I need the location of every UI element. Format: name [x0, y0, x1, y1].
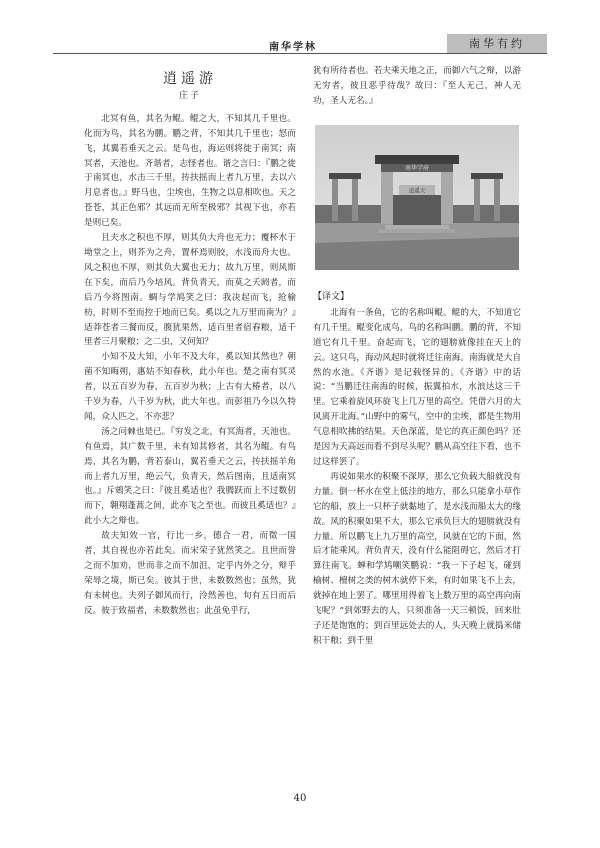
magazine-name: 南华学林 [269, 42, 317, 53]
page-number: 40 [293, 793, 307, 804]
original-paragraph: 小知不及大知，小年不及大年，奚以知其然也？朝菌不知晦朔，惠姑不知春秋，此小年也。楚之南有冥灵者，以五百岁为春，五百岁为秋；上古有大椿者，以八千岁为春，八千岁为秋，此大年也。而彭祖乃今以久特闻，众人匹之，不亦悲？ [84, 352, 296, 422]
original-paragraph: 故夫知效一官，行比一乡，德合一君，而徵一国者，其自视也亦若此矣。而宋荣子犹然笑之。且世而誉之而不加劝，世而非之而不加沮，定乎内外之分，辩乎荣辱之境，斯已矣。彼其于世，未数数然也；虽然，犹有未树也。夫列子御风而行，泠然善也，旬有五日而后反。彼于致福者，未数数然也；此虽免乎行， [84, 531, 296, 616]
original-paragraph: 汤之问棘也是已。『穷发之北，有冥海者，天池也。有鱼焉，其广数千里，未有知其修者，其名为鲲。有鸟焉，其名为鹏，背若泰山，翼若垂天之云，抟扶摇羊角而上者九万里，绝云气，负青天，然后图南，且适南冥也。』斥鴳笑之曰：『彼且奚适也？我腾跃而上不过数仞而下，翱翔蓬蒿之间，此亦飞之至也。而彼且奚适也？』此小大之辩也。 [84, 426, 296, 527]
column-name: 南华有约 [447, 34, 547, 53]
translation-paragraph: 北海有一条鱼，它的名称叫鲲。鲲的大，不知道它有几千里。鲲变化成鸟，鸟的名称叫鹏。鹏的背，不知道它有几千里。奋起而飞，它的翅膀就像挂在天上的云。这只鸟，海动风起时就将迁往南海。南海就是大自然的水池。《齐谐》是记载怪异的。《齐谐》中的话说：“当鹏迁往南海的时候，振翼拍水，水浪达这三千里。它乘着旋风环旋飞上几万里的高空。凭借六月的大风离开北海。”山野中的雾气，空中的尘埃，都是生物用气息相吹拂的结果。天色深蓝，是它的真正颜色吗？还是因为天高远而看不到尽头呢？鹏从高空往下看，也不过这样罢了。 [313, 307, 521, 467]
translation-heading: 【译文】 [313, 292, 350, 302]
right-column-intro [313, 64, 521, 109]
gate-illustration [315, 125, 519, 270]
gate-sign-text: 逍遥天 [408, 188, 426, 195]
translation-paragraph: 再说如果水的积聚不深厚，那么它负载大船就没有力量。倒一杯水在堂上低洼的地方，那么只能拿小草作它的船，放上一只杯子就黏地了，是水浅而船太大的缘故。风的积聚如果不大，那么它承负巨大的翅膀就没有力量。所以鹏飞上九万里的高空，风就在它的下面，然后才能乘风。背负青天，没有什么能阻碍它，然后才打算往南飞。蝉和学鸠嘲笑鹏说：“我一下子起飞，碰到榆树、檀树之类的树木就停下来，有时如果飞不上去，就掉在地上罢了。哪里用得着飞上数万里的高空再向南飞呢？”到郊野去的人，只须准备一天三顿饭，回来肚子还是饱饱的；到百里远处去的人，头天晚上就捣米储积干粮；到千里 [313, 471, 521, 646]
article-title: 逍遥游 [163, 71, 217, 87]
original-paragraph: 且夫水之积也不厚，则其负大舟也无力；覆杯水于坳堂之上，则芥为之舟，置杯焉则胶，水浅而舟大也。风之积也不厚，则其负大翼也无力；故九万里，则风斯在下矣，而后乃今培风。背负青天，而莫之夭阏者，而后乃今将图南。蜩与学鸠笑之曰：我决起而飞，抢榆枋，时则不至而控于地而已矣。奚以之九万里而南为？』适莽苍者三餐而反，腹犹果然，适百里者宿舂粮，适千里者三月聚粮；之二虫，又何知？ [84, 233, 296, 348]
original-paragraph-end: 犹有所待者也。若夫乘天地之正，而御六气之辩，以游无穷者，彼且恶乎待哉？故曰：『至人无己，神人无功，圣人无名。』 [313, 66, 521, 106]
left-column [84, 64, 296, 619]
original-paragraph: 北冥有鱼，其名为鲲。鲲之大，不知其几千里也。化而为鸟，其名为鹏。鹏之背，不知其几千里也；怒而飞，其翼若垂天之云。是鸟也，海运则将徙于南冥；南冥者，天池也。齐谐者，志怪者也。谐之言曰：『鹏之徙于南冥也，水击三千里，抟扶摇而上者九万里，去以六月息者也。』野马也，尘埃也，生物之以息相吹也。天之苍苍，其正色邪？其远而无所至极邪？其视下也，亦若是则已矣。 [84, 113, 296, 229]
header-rule [53, 53, 547, 54]
gate-photo [315, 125, 519, 270]
article-author: 庄子 [178, 90, 201, 101]
page-header [53, 34, 547, 54]
translation-section [313, 290, 521, 649]
gate-plaque-text: 南华学府 [404, 165, 430, 172]
